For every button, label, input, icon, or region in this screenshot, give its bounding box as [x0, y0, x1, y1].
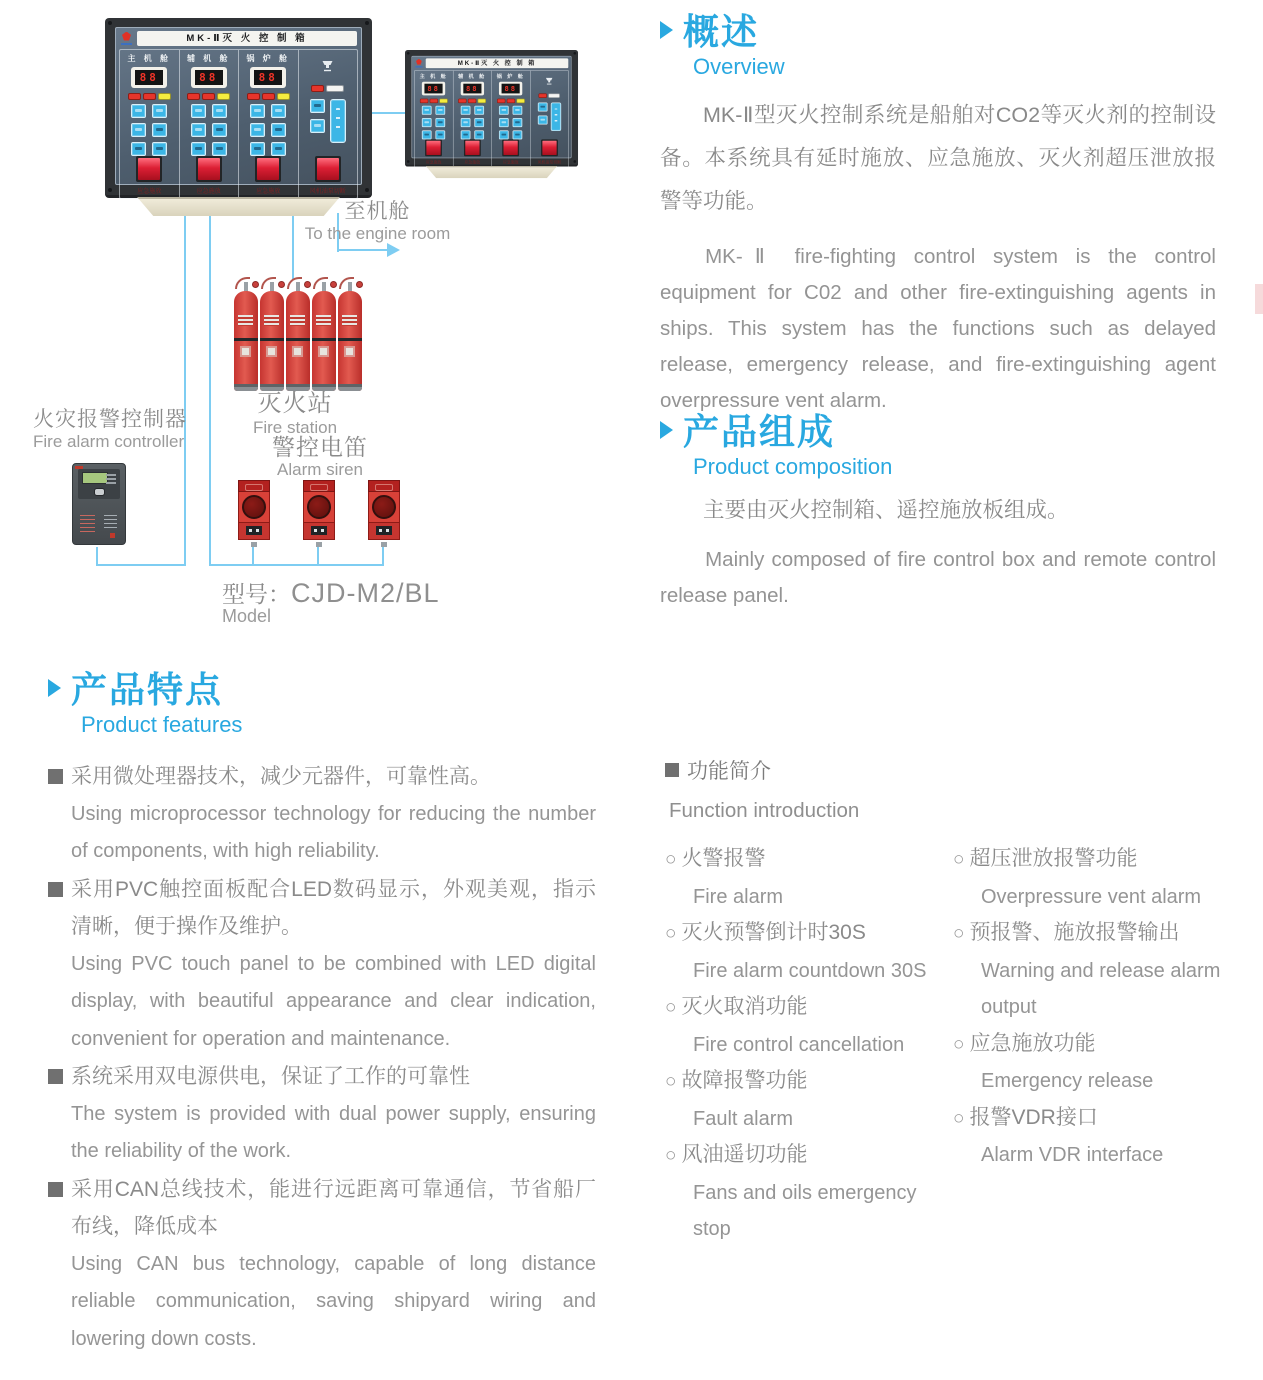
functions-heading: [665, 755, 1261, 785]
function-text-en: Fire alarm countdown 30S: [693, 959, 927, 982]
panel-button: [513, 130, 523, 139]
panel-button: [212, 123, 227, 137]
function-text-zh: 报警VDR接口: [969, 1105, 1098, 1129]
feature-item: [48, 1171, 596, 1359]
connector-line: [96, 564, 186, 566]
function-text-en: Overpressure vent alarm: [981, 885, 1202, 908]
indicator-lights: [459, 99, 486, 102]
fire-station-caption: 灭火站 Fire station: [252, 390, 338, 437]
gas-cylinder: [337, 277, 363, 391]
function-item: [953, 1100, 1261, 1174]
emergency-release-button: [196, 156, 222, 182]
panel-selector-button: [330, 99, 346, 143]
panel-column-label: 锅 炉 舱: [496, 73, 525, 80]
function-text-zh: 超压泄放报警功能: [969, 847, 1138, 870]
composition-title-en: Product composition: [693, 454, 893, 479]
gas-cylinder: [285, 277, 311, 391]
fan-pump-cutoff-button: [315, 156, 341, 182]
feature-text-en: Using microprocessor technology for reducing the number of components, with high reliability.: [71, 802, 596, 862]
function-item: [665, 1063, 953, 1137]
connector-line: [209, 213, 211, 566]
features-section: [48, 670, 596, 1358]
panel-button: [131, 142, 146, 156]
feature-item: [48, 758, 596, 871]
connector-line: [252, 546, 254, 564]
composition-paragraph-en: Mainly composed of fire control box and remote control release panel.: [660, 548, 1216, 607]
connector-line: [184, 213, 186, 566]
panel-button: [310, 119, 325, 133]
panel-button: [474, 118, 484, 127]
panel-button: [271, 104, 286, 118]
emergency-release-button: [464, 139, 481, 156]
indicator-lights: [539, 94, 559, 97]
overview-paragraph-en: MK-Ⅱ fire-fighting control system is the control equipment for C02 and other fire-extinguishing agents in ships. This system has the functions such as delayed release, emergency release, and fire-extinguishing agent overpressure vent alarm.: [660, 245, 1216, 412]
square-bullet-icon: [48, 769, 63, 784]
indicator-lights: [188, 94, 229, 99]
model-caption-en: Model: [222, 606, 272, 626]
circle-bullet-icon: ○: [953, 1033, 965, 1055]
functions-title-en: Function introduction: [669, 799, 860, 822]
function-text-zh: 风油遥切功能: [681, 1143, 808, 1166]
composition-section: [660, 412, 1216, 614]
section-arrow-icon: [660, 21, 673, 39]
panel-column: [238, 50, 298, 198]
function-text-en: Fire alarm: [693, 885, 784, 908]
brand-logo: [120, 32, 134, 46]
page-edge-marker: [1255, 284, 1263, 314]
panel-button: [250, 104, 265, 118]
sprinkler-icon: [545, 77, 553, 85]
siren-horn: [372, 495, 396, 519]
screw-icon: [407, 160, 410, 163]
panel-button: [191, 142, 206, 156]
panel-button: [461, 118, 471, 127]
indicator-lights: [312, 86, 343, 91]
feature-text-zh: 系统采用双电源供电，保证了工作的可靠性: [71, 1065, 470, 1088]
square-bullet-icon: [48, 1182, 63, 1197]
panel-button: [422, 106, 432, 115]
indicator-lights: [248, 94, 289, 99]
circle-bullet-icon: ○: [665, 1145, 677, 1166]
panel-column-label: 主 机 舱: [127, 54, 171, 63]
function-item: [953, 1026, 1261, 1100]
overview-title-en: Overview: [693, 54, 785, 79]
circle-bullet-icon: ○: [953, 849, 965, 870]
function-text-en: Alarm VDR interface: [981, 1144, 1164, 1166]
function-text-zh: 应急施放功能: [969, 1031, 1096, 1055]
panel-column-label: 辅 机 舱: [458, 73, 487, 80]
circle-bullet-icon: ○: [953, 923, 965, 944]
circle-bullet-icon: ○: [953, 1107, 965, 1129]
emergency-release-button: [502, 139, 519, 156]
panel-button: [250, 123, 265, 137]
panel-button: [499, 106, 509, 115]
overview-section: [660, 12, 1216, 419]
panel-button: [436, 106, 446, 115]
engine-room-arrow-line: [337, 249, 389, 251]
connector-line: [317, 546, 319, 564]
connector-line: [209, 564, 384, 566]
screw-icon: [573, 52, 576, 55]
system-diagram: [0, 0, 660, 665]
panel-frame: [405, 50, 578, 167]
feature-text-zh: 采用微处理器技术，减少元器件，可靠性高。: [71, 765, 491, 788]
fire-alarm-controller: [72, 463, 126, 545]
controller-label-text: [104, 515, 117, 530]
emergency-release-button: [136, 156, 162, 182]
panel-column-fan-pump: [530, 71, 569, 167]
alarm-siren: [368, 480, 400, 542]
sprinkler-icon: [321, 59, 334, 72]
panel-button: [436, 130, 446, 139]
gas-cylinder: [259, 277, 285, 391]
emergency-release-label: 应急施放: [425, 160, 442, 165]
panel-column: [120, 50, 179, 198]
panel-button: [152, 104, 167, 118]
fan-pump-cutoff-button: [541, 139, 558, 156]
engine-room-caption: 至机舱 To the engine room: [304, 200, 451, 244]
screw-icon: [365, 21, 369, 25]
functions-column-right: [953, 841, 1261, 1248]
controller-red-key: [110, 533, 115, 538]
seven-segment-display: 88: [191, 67, 227, 88]
fan-pump-cutoff-label: 风机油泵切断: [309, 189, 346, 195]
features-title-en: Product features: [81, 712, 243, 737]
controller-keys: [106, 474, 116, 484]
brand-logo: [415, 59, 424, 68]
panel-button: [499, 130, 509, 139]
panel-button: [250, 142, 265, 156]
panel-button: [474, 106, 484, 115]
panel-button: [474, 130, 484, 139]
controller-label-text: [80, 515, 95, 535]
screw-icon: [108, 188, 112, 192]
feature-item: [48, 1058, 596, 1171]
seven-segment-display: 88: [250, 67, 286, 88]
function-item: [665, 915, 953, 989]
panel-stand: [426, 166, 557, 178]
function-item: [665, 989, 953, 1063]
function-text-zh: 灭火取消功能: [681, 995, 808, 1018]
function-text-zh: 灭火预警倒计时30S: [681, 921, 866, 944]
functions-column-left: [665, 841, 953, 1248]
screw-icon: [407, 52, 410, 55]
panel-button: [436, 118, 446, 127]
gas-cylinder: [233, 277, 259, 391]
feature-text-zh: 采用PVC触控面板配合LED数码显示，外观美观，指示清晰，便于操作及维护。: [71, 877, 596, 938]
gas-cylinder: [311, 277, 337, 391]
function-text-en: Emergency release: [981, 1070, 1154, 1092]
composition-title-zh: 产品组成: [683, 411, 836, 452]
emergency-release-label: 应急施放: [196, 189, 221, 195]
function-item: [953, 841, 1261, 915]
controller-display-panel: [78, 469, 120, 499]
overview-paragraph-zh: MK-Ⅱ型灭火控制系统是船舶对CO2等灭火剂的控制设备。本系统具有延时施放、应急施放、灭火剂超压泄放报警等功能。: [660, 103, 1216, 213]
square-bullet-icon: [48, 1069, 63, 1084]
emergency-release-label: 应急施放: [502, 160, 519, 165]
circle-bullet-icon: ○: [665, 849, 677, 870]
indicator-lights: [498, 99, 525, 102]
panel-button: [422, 130, 432, 139]
panel-column: [415, 71, 453, 167]
fan-pump-cutoff-label: 风机油泵切断: [537, 160, 562, 165]
panel-button: [152, 123, 167, 137]
panel-button: [422, 118, 432, 127]
panel-column-label: 辅 机 舱: [187, 54, 231, 63]
panel-button: [212, 104, 227, 118]
circle-bullet-icon: ○: [665, 1071, 677, 1092]
panel-button: [499, 118, 509, 127]
section-arrow-icon: [48, 679, 61, 697]
circle-bullet-icon: ○: [665, 997, 677, 1018]
fire-control-box-remote: [405, 50, 578, 178]
panel-button: [131, 104, 146, 118]
function-item: [665, 1137, 953, 1248]
feature-text-zh: 采用CAN总线技术，能进行远距离可靠通信，节省船厂布线，降低成本: [71, 1177, 596, 1238]
screw-icon: [365, 188, 369, 192]
panel-button: [152, 142, 167, 156]
siren-horn: [307, 495, 331, 519]
seven-segment-display: 88: [461, 82, 484, 96]
panel-button: [310, 99, 325, 113]
panel-button: [191, 123, 206, 137]
function-text-en: Fault alarm: [693, 1107, 794, 1130]
seven-segment-display: 88: [422, 82, 445, 96]
panel-button: [131, 123, 146, 137]
circle-bullet-icon: ○: [665, 923, 677, 944]
composition-paragraph-zh: 主要由灭火控制箱、遥控施放板组成。: [703, 498, 1069, 522]
function-text-en: Warning and release alarm output: [981, 959, 1221, 1018]
panel-button: [271, 123, 286, 137]
panel-column-label: 锅 炉 舱: [246, 54, 290, 63]
model-caption: 型号：CJD-M2/BL: [222, 578, 440, 608]
features-list: [48, 758, 596, 1358]
feature-text-en: Using PVC touch panel to be combined with LED digital display, with beautiful appearance and clear indication, convenient for operation and maintenance.: [71, 952, 596, 1050]
function-text-en: Fire control cancellation: [693, 1033, 905, 1056]
panel-column: [491, 71, 530, 167]
panel-column-label: 主 机 舱: [419, 73, 448, 80]
panel-selector-button: [551, 102, 561, 131]
panel-button: [513, 118, 523, 127]
function-text-zh: 预报警、施放报警输出: [969, 921, 1180, 944]
feature-text-en: Using CAN bus technology, capable of long distance reliable communication, saving shipyard wiring and lowering down costs.: [71, 1252, 596, 1350]
panel-button: [191, 104, 206, 118]
feature-text-en: The system is provided with dual power supply, ensuring the reliability of the work.: [71, 1102, 596, 1162]
panel-frame: [105, 18, 372, 198]
panel-button: [461, 106, 471, 115]
fire-alarm-controller-caption: 火灾报警控制器 Fire alarm controller: [33, 408, 187, 452]
overview-title-zh: 概述: [683, 11, 760, 52]
function-text-en: Fans and oils emergency stop: [693, 1181, 917, 1240]
alarm-siren: [303, 480, 335, 542]
fire-control-box-main: [105, 18, 372, 216]
panel-button: [212, 142, 227, 156]
emergency-release-button: [255, 156, 281, 182]
siren-horn: [242, 495, 266, 519]
indicator-lights: [129, 94, 170, 99]
connector-line: [96, 547, 98, 566]
emergency-release-button: [425, 139, 442, 156]
panel-column-fan-pump: [298, 50, 358, 198]
panel-button: [513, 106, 523, 115]
panel-button: [461, 130, 471, 139]
panel-button: [538, 115, 548, 124]
square-bullet-icon: [48, 882, 63, 897]
emergency-release-label: 应急施放: [137, 189, 162, 195]
alarm-siren: [238, 480, 270, 542]
screw-icon: [108, 21, 112, 25]
square-bullet-icon: [665, 763, 679, 777]
function-item: [665, 841, 953, 915]
indicator-lights: [420, 99, 447, 102]
function-item: [953, 915, 1261, 1026]
engine-room-arrowhead-icon: [387, 243, 400, 257]
controller-button: [94, 488, 105, 496]
emergency-release-label: 应急施放: [256, 189, 281, 195]
alarm-siren-caption: 警控电笛 Alarm siren: [272, 434, 368, 480]
lcd-screen: [83, 473, 107, 483]
seven-segment-display: 88: [499, 82, 522, 96]
function-text-zh: 火警报警: [681, 847, 766, 870]
panel-column: [453, 71, 492, 167]
panel-button: [538, 102, 548, 111]
functions-section: [665, 755, 1261, 1248]
function-text-zh: 故障报警功能: [681, 1069, 808, 1092]
connector-line: [382, 546, 384, 564]
features-title-zh: 产品特点: [71, 669, 224, 710]
screw-icon: [573, 160, 576, 163]
panel-column: [179, 50, 239, 198]
feature-item: [48, 871, 596, 1059]
panel-button: [271, 142, 286, 156]
seven-segment-display: 88: [131, 67, 167, 88]
panel-title: MK-Ⅱ灭 火 控 制 箱: [137, 31, 357, 46]
panel-title: MK-Ⅱ灭 火 控 制 箱: [426, 58, 569, 68]
functions-title-zh: 功能简介: [687, 760, 771, 783]
emergency-release-label: 应急施放: [464, 160, 481, 165]
section-arrow-icon: [660, 421, 673, 439]
